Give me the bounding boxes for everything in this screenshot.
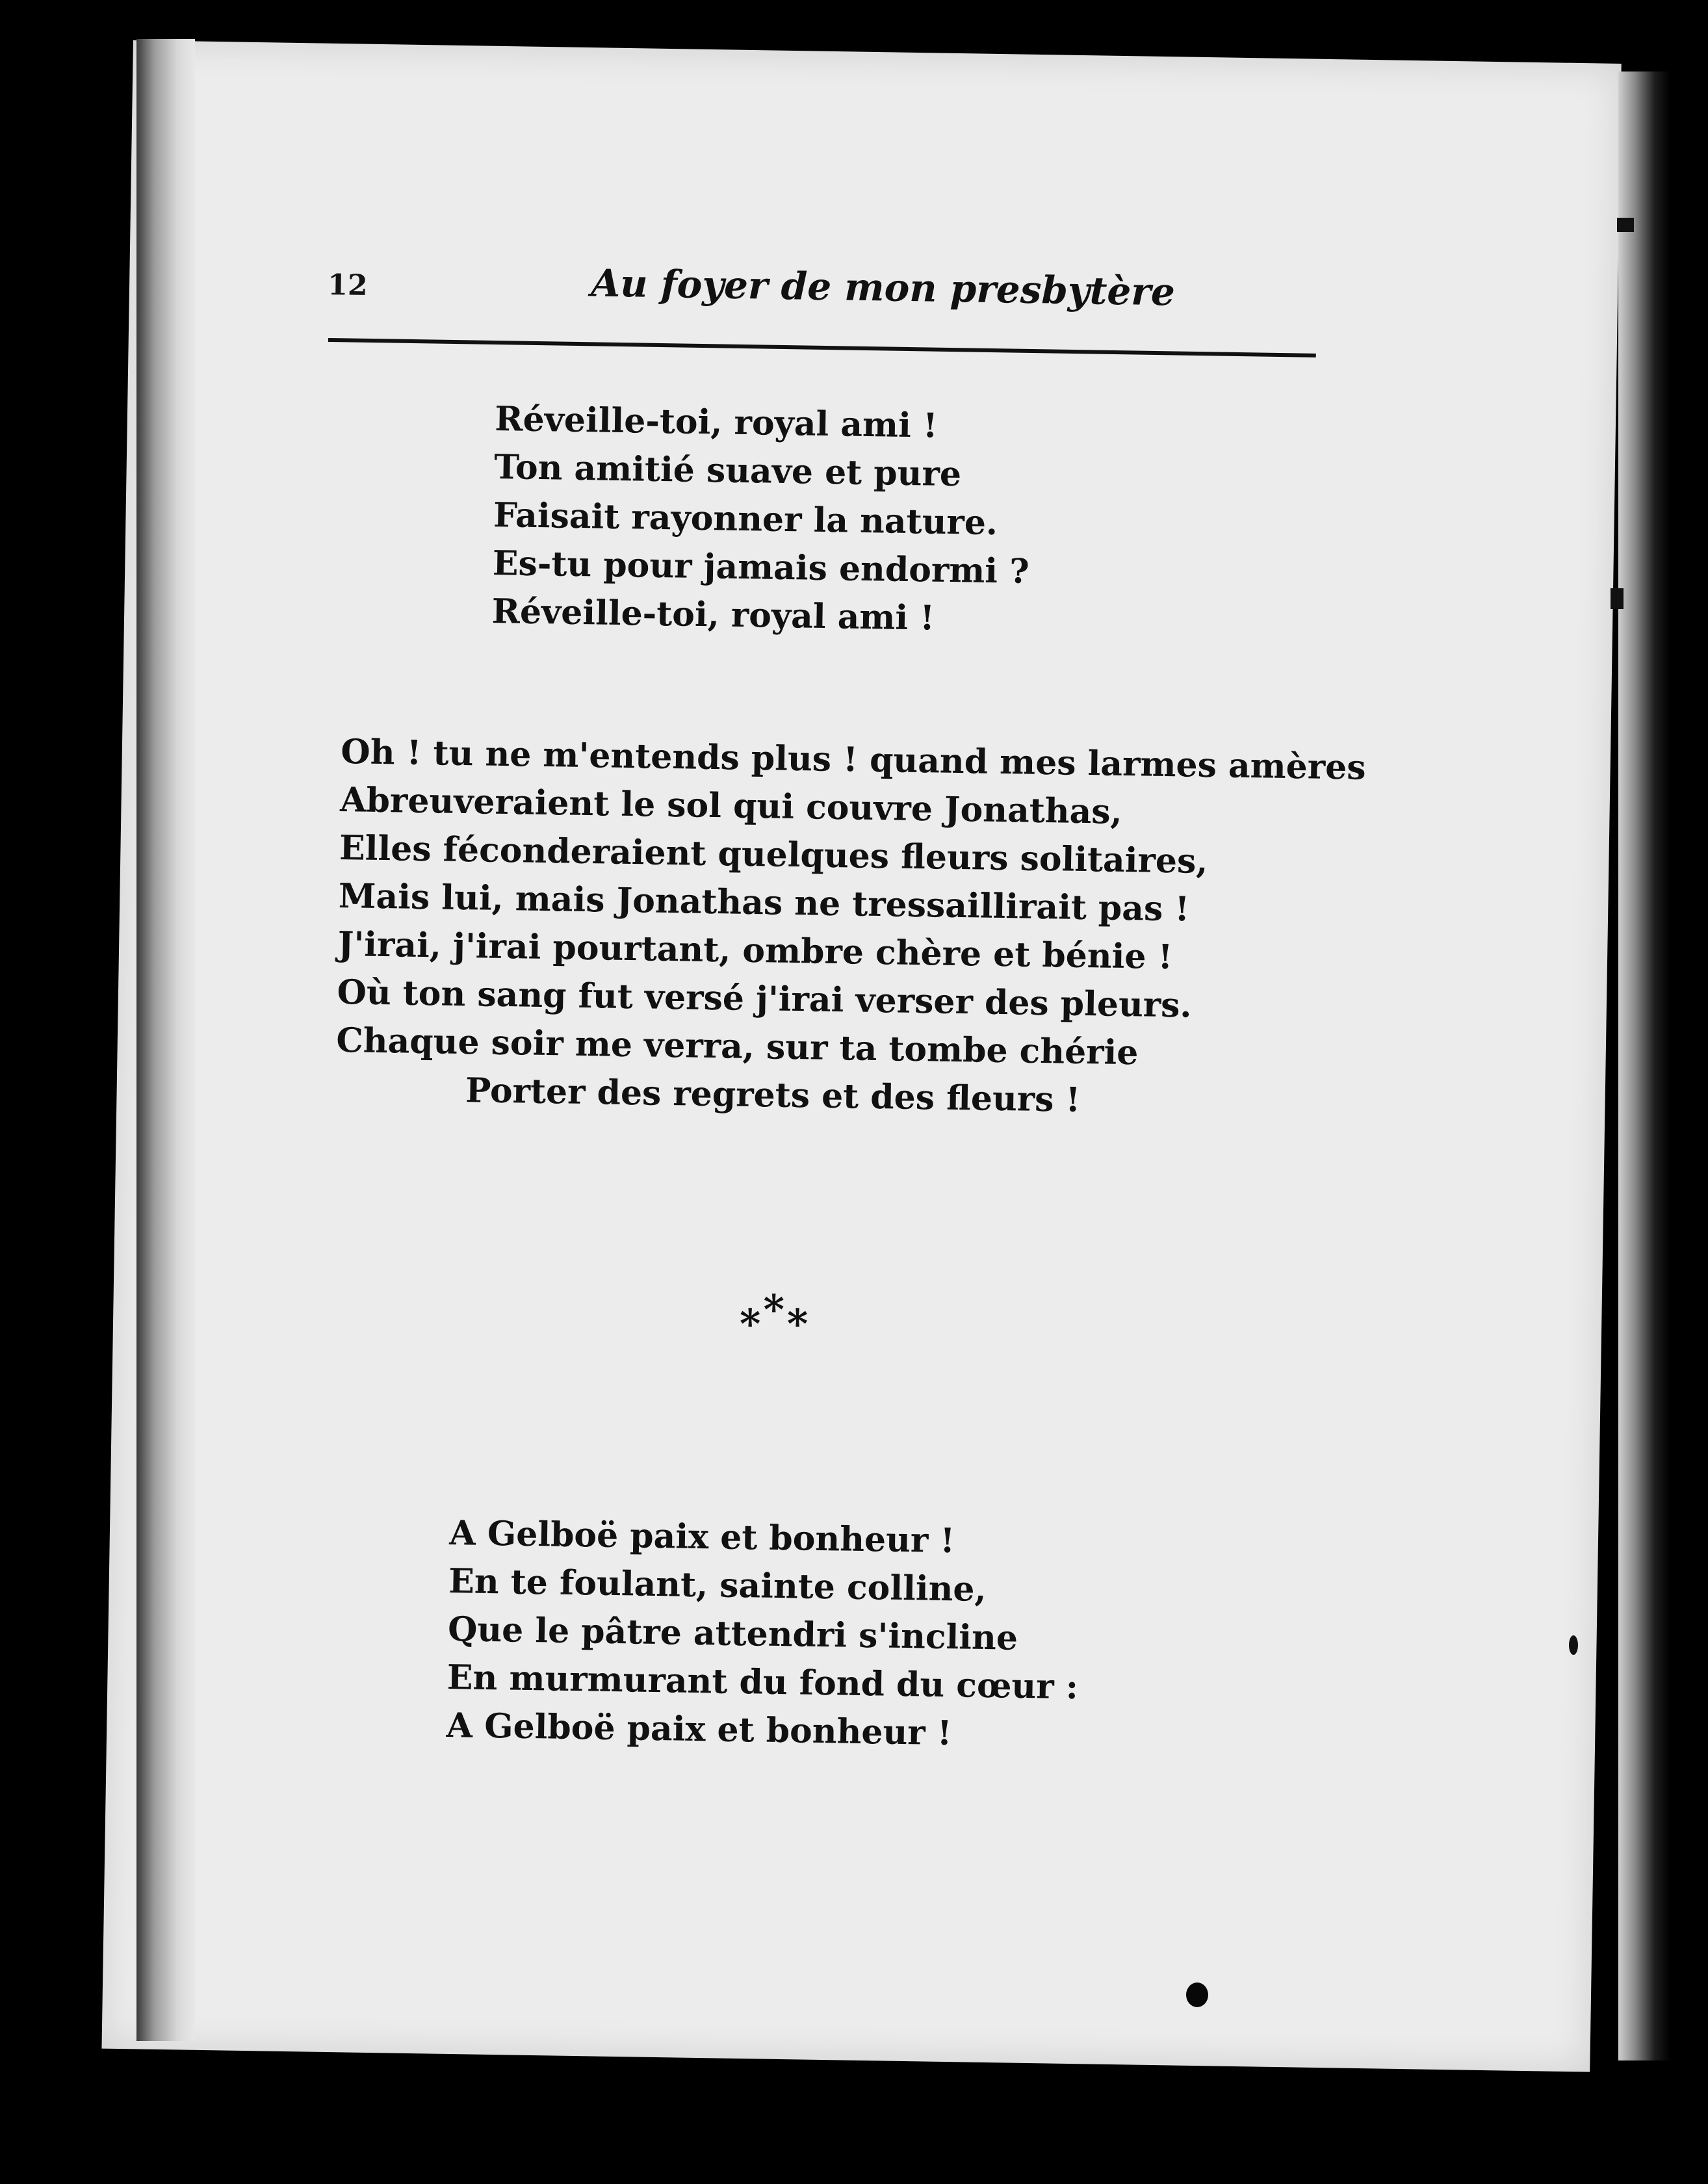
ink-spot [1186, 1982, 1208, 2007]
asterisk: * [763, 1286, 787, 1333]
stanza-refrain-1 [491, 395, 1032, 644]
verse-line: Oh ! tu ne m'entends plus ! quand mes larmes amères [340, 731, 1366, 788]
verse-line: Où ton sang fut versé j'irai verser des pleurs. [337, 972, 1193, 1026]
verse-line: En te foulant, sainte colline, [448, 1561, 987, 1609]
edge-mark [1611, 588, 1624, 609]
stanza-refrain-2 [446, 1509, 1081, 1760]
page-right-edge [1618, 72, 1670, 2060]
stanza-lament [335, 728, 1366, 1129]
verse-line: Elles féconderaient quelques fleurs solitaires, [339, 827, 1208, 881]
verse-line: A Gelboë paix et bonheur ! [446, 1705, 953, 1754]
verse-line: Ton amitié suave et pure [493, 447, 962, 495]
verse-line: Mais lui, mais Jonathas ne tressaillirait pas ! [338, 876, 1190, 930]
asterisk: * [786, 1300, 811, 1347]
page-number: 12 [327, 268, 368, 302]
edge-mark [1617, 218, 1634, 232]
verse-line: Réveille-toi, royal ami ! [491, 591, 935, 638]
verse-line: Abreuveraient le sol qui couvre Jonathas, [339, 779, 1123, 832]
verse-line: Réveille-toi, royal ami ! [494, 398, 938, 446]
verse-line: Chaque soir me verra, sur ta tombe chérie [335, 1020, 1139, 1073]
verse-line: En murmurant du fond du cœur : [446, 1657, 1079, 1708]
asterisk: * [740, 1300, 764, 1347]
verse-line: Porter des regrets et des fleurs ! [465, 1071, 1081, 1120]
verse-line: J'irai, j'irai pourtant, ombre chère et bénie ! [337, 924, 1173, 978]
asterism-separator [740, 1286, 811, 1347]
verse-line: Faisait rayonner la nature. [493, 495, 998, 543]
verse-line: Que le pâtre attendri s'incline [447, 1609, 1018, 1658]
binding-edge [136, 39, 195, 2041]
edge-mark [1569, 1635, 1578, 1655]
verse-line: A Gelboë paix et bonheur ! [448, 1513, 955, 1561]
verse-line: Es-tu pour jamais endormi ? [492, 543, 1030, 592]
running-title: Au foyer de mon presbytère [590, 261, 1176, 315]
